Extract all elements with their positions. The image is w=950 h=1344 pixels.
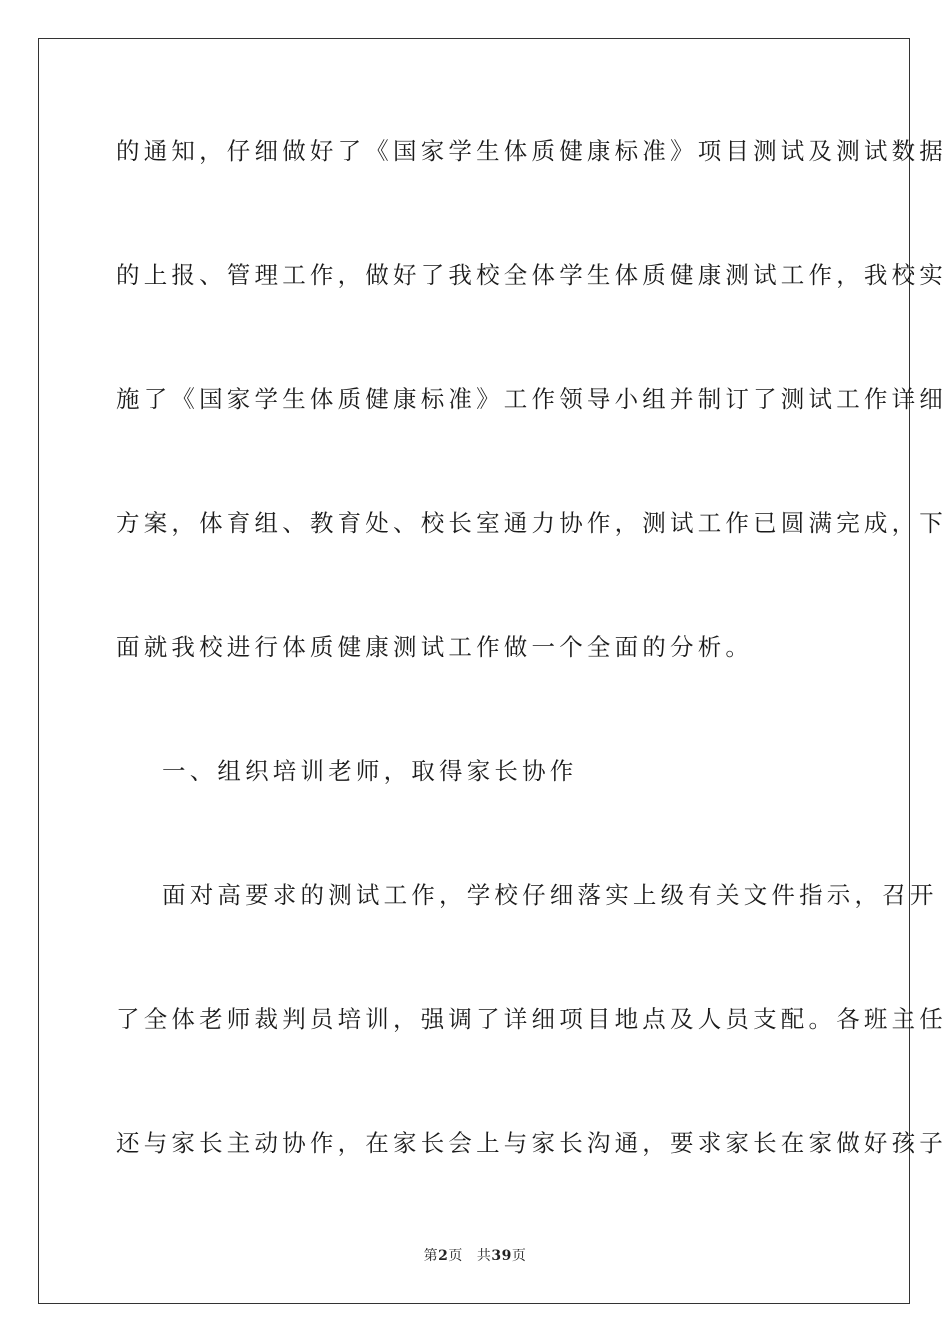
paragraph-2-line-1: 面对高要求的测试工作，学校仔细落实上级有关文件指示，召开 xyxy=(162,881,938,909)
footer-page-suffix: 页 xyxy=(448,1248,463,1264)
page-border xyxy=(38,38,947,1304)
body-line-1: 的通知，仔细做好了《国家学生体质健康标准》项目测试及测试数据 xyxy=(116,137,947,165)
paragraph-2-line-3: 还与家长主动协作，在家长会上与家长沟通，要求家长在家做好孩子 xyxy=(116,1129,947,1157)
body-line-5: 面就我校进行体质健康测试工作做一个全面的分析。 xyxy=(116,633,754,661)
footer-page-prefix: 第 xyxy=(423,1248,439,1264)
footer-page-number: 2 xyxy=(438,1248,449,1264)
page-footer xyxy=(0,1246,950,1266)
footer-total-suffix: 页 xyxy=(511,1248,527,1264)
section-heading: 一、组织培训老师，取得家长协作 xyxy=(162,757,578,785)
footer-total-pages: 39 xyxy=(491,1248,512,1264)
paragraph-2-line-2: 了全体老师裁判员培训，强调了详细项目地点及人员支配。各班主任 xyxy=(116,1005,947,1033)
body-line-4: 方案，体育组、教育处、校长室通力协作，测试工作已圆满完成，下 xyxy=(116,509,947,537)
body-line-2: 的上报、管理工作，做好了我校全体学生体质健康测试工作，我校实 xyxy=(116,261,947,289)
body-line-3: 施了《国家学生体质健康标准》工作领导小组并制订了测试工作详细 xyxy=(116,385,947,413)
footer-total-prefix: 共 xyxy=(476,1248,492,1264)
